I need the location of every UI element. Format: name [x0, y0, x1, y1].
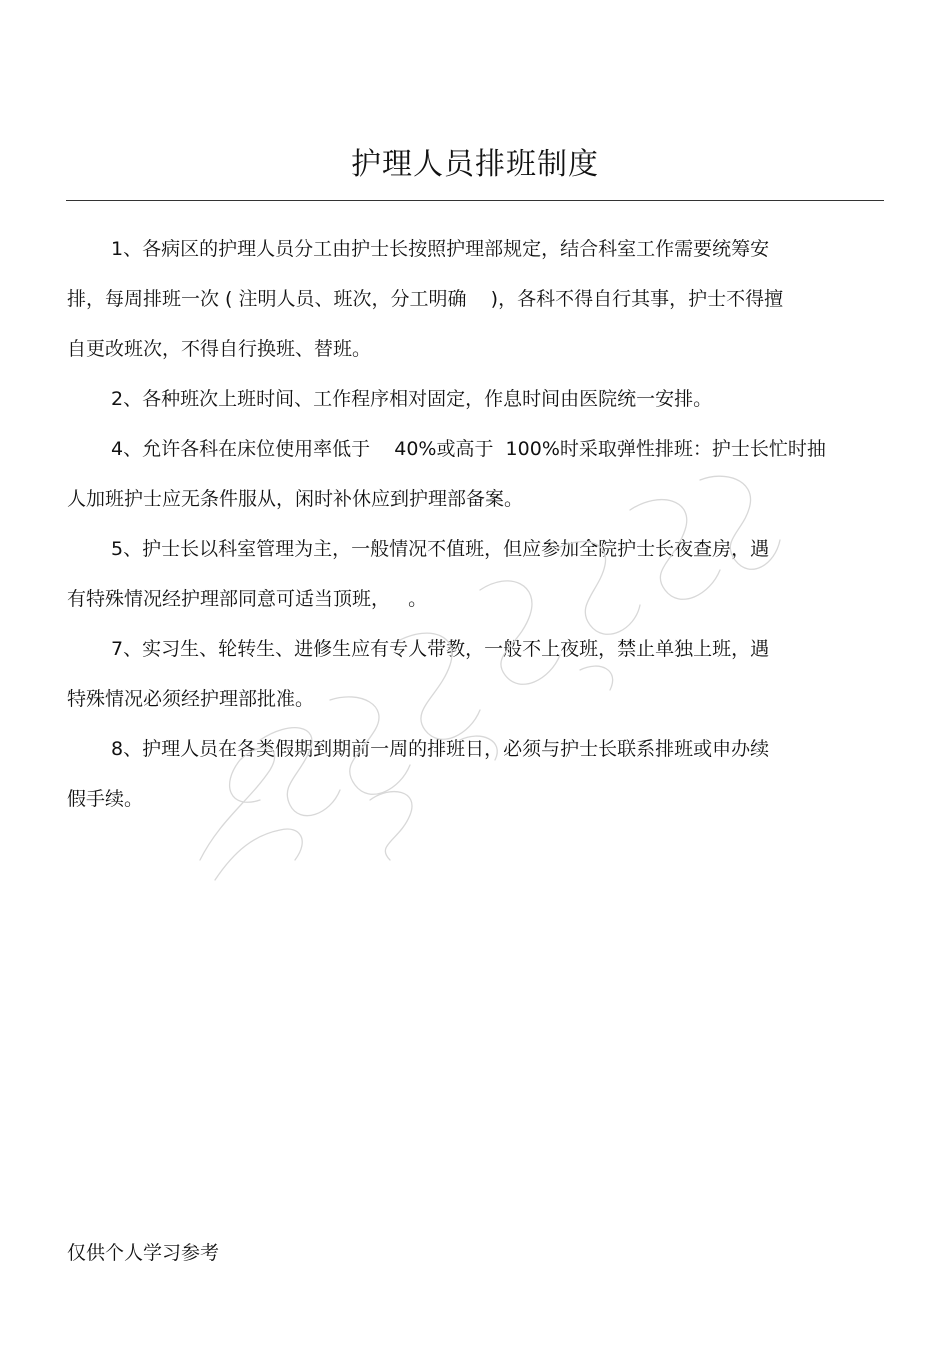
paragraph-1-line-1: 1、各病区的护理人员分工由护士长按照护理部规定，结合科室工作需要统筹安: [111, 238, 770, 260]
page-title: 护理人员排班制度: [351, 147, 599, 182]
paragraph-1-line-3: 自更改班次，不得自行换班、替班。: [67, 338, 372, 360]
watermark-calligraphy: [160, 440, 800, 920]
paragraph-3-line-2: 人加班护士应无条件服从，闲时补休应到护理部备案。: [67, 488, 524, 510]
paragraph-6-line-1: 8、护理人员在各类假期到期前一周的排班日，必须与护士长联系排班或申办续: [111, 738, 770, 760]
paragraph-2-line-1: 2、各种班次上班时间、工作程序相对固定，作息时间由医院统一安排。: [111, 388, 713, 410]
paragraph-1-line-2: 排，每周排班一次 ( 注明人员、班次，分工明确 )，各科不得自行其事，护士不得擅: [67, 288, 784, 310]
title-rule: [66, 200, 884, 201]
paragraph-3-line-1: 4、允许各科在床位使用率低于 40%或高于 100%时采取弹性排班：护士长忙时抽: [111, 438, 826, 460]
paragraph-5-line-1: 7、实习生、轮转生、进修生应有专人带教，一般不上夜班，禁止单独上班，遇: [111, 638, 770, 660]
paragraph-4-line-1: 5、护士长以科室管理为主，一般情况不值班，但应参加全院护士长夜查房，遇: [111, 538, 770, 560]
paragraph-4-line-2: 有特殊情况经护理部同意可适当顶班， 。: [67, 588, 428, 610]
paragraph-5-line-2: 特殊情况必须经护理部批准。: [67, 688, 315, 710]
footer-note: 仅供个人学习参考: [67, 1242, 220, 1264]
paragraph-6-line-2: 假手续。: [67, 788, 144, 810]
